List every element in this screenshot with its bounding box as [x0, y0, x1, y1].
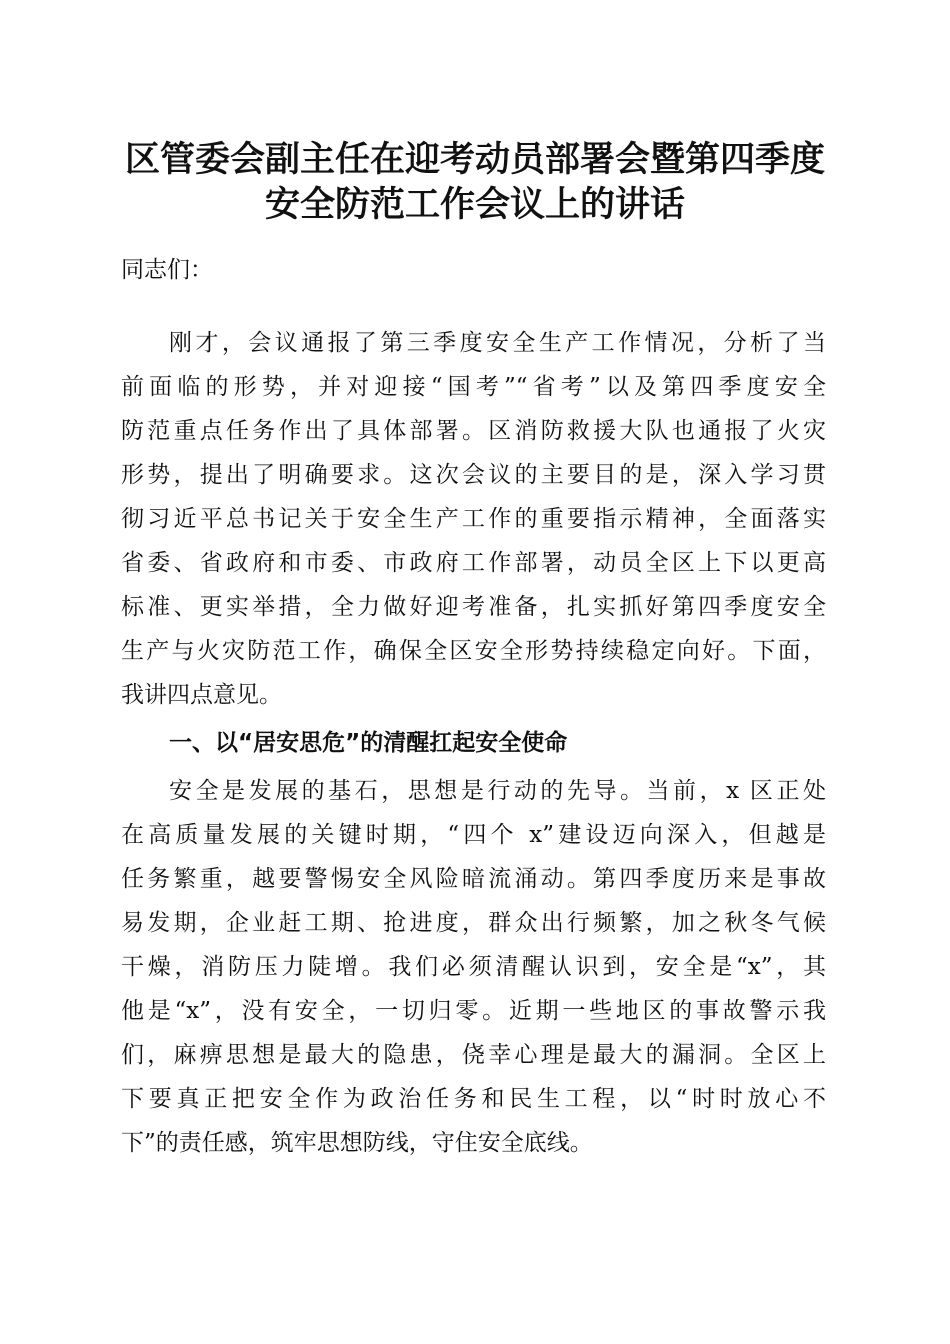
- section-1-heading: 一、以“居安思危”的清醒扛起安全使命: [169, 730, 568, 756]
- paragraph-1-line: 省委、省政府和市委、市政府工作部署，动员全区上下以更高: [121, 550, 826, 576]
- paragraph-1-line: 我讲四点意见。: [121, 682, 282, 708]
- paragraph-1-line: 前面临的形势，并对迎接“国考”“省考”以及第四季度安全: [121, 374, 826, 400]
- paragraph-1-line: 防范重点任务作出了具体部署。区消防救援大队也通报了火灾: [121, 418, 826, 444]
- paragraph-2-line: 任务繁重，越要警惕安全风险暗流涌动。第四季度历来是事故: [121, 866, 826, 892]
- paragraph-2-line: 他是“x”，没有安全，一切归零。近期一些地区的事故警示我: [121, 998, 826, 1024]
- paragraph-1-line: 彻习近平总书记关于安全生产工作的重要指示精神，全面落实: [121, 506, 826, 532]
- paragraph-1-line: 标准、更实举措，全力做好迎考准备，扎实抓好第四季度安全: [121, 594, 826, 620]
- document-title-line-1: 区管委会副主任在迎考动员部署会暨第四季度: [124, 139, 825, 180]
- paragraph-2-line: 易发期，企业赶工期、抢进度，群众出行频繁，加之秋冬气候: [121, 910, 826, 936]
- paragraph-2-line: 下要真正把安全作为政治任务和民生工程，以“时时放心不: [121, 1086, 826, 1112]
- paragraph-1-line: 刚才，会议通报了第三季度安全生产工作情况，分析了当: [169, 330, 826, 356]
- paragraph-1-line: 生产与火灾防范工作，确保全区安全形势持续稳定向好。下面，: [121, 638, 826, 664]
- paragraph-1-line: 形势，提出了明确要求。这次会议的主要目的是，深入学习贯: [121, 462, 826, 488]
- salutation: 同志们：: [121, 257, 213, 283]
- paragraph-2-line: 们，麻痹思想是最大的隐患，侥幸心理是最大的漏洞。全区上: [121, 1042, 826, 1068]
- paragraph-2-line: 在高质量发展的关键时期，“四个 x”建设迈向深入，但越是: [121, 822, 826, 848]
- paragraph-2-line: 下”的责任感，筑牢思想防线，守住安全底线。: [121, 1130, 593, 1156]
- document-title-line-2: 安全防范工作会议上的讲话: [264, 184, 685, 225]
- paragraph-2-line: 安全是发展的基石，思想是行动的先导。当前，x 区正处: [169, 778, 826, 804]
- paragraph-2-line: 干燥，消防压力陡增。我们必须清醒认识到，安全是“x”，其: [121, 954, 826, 980]
